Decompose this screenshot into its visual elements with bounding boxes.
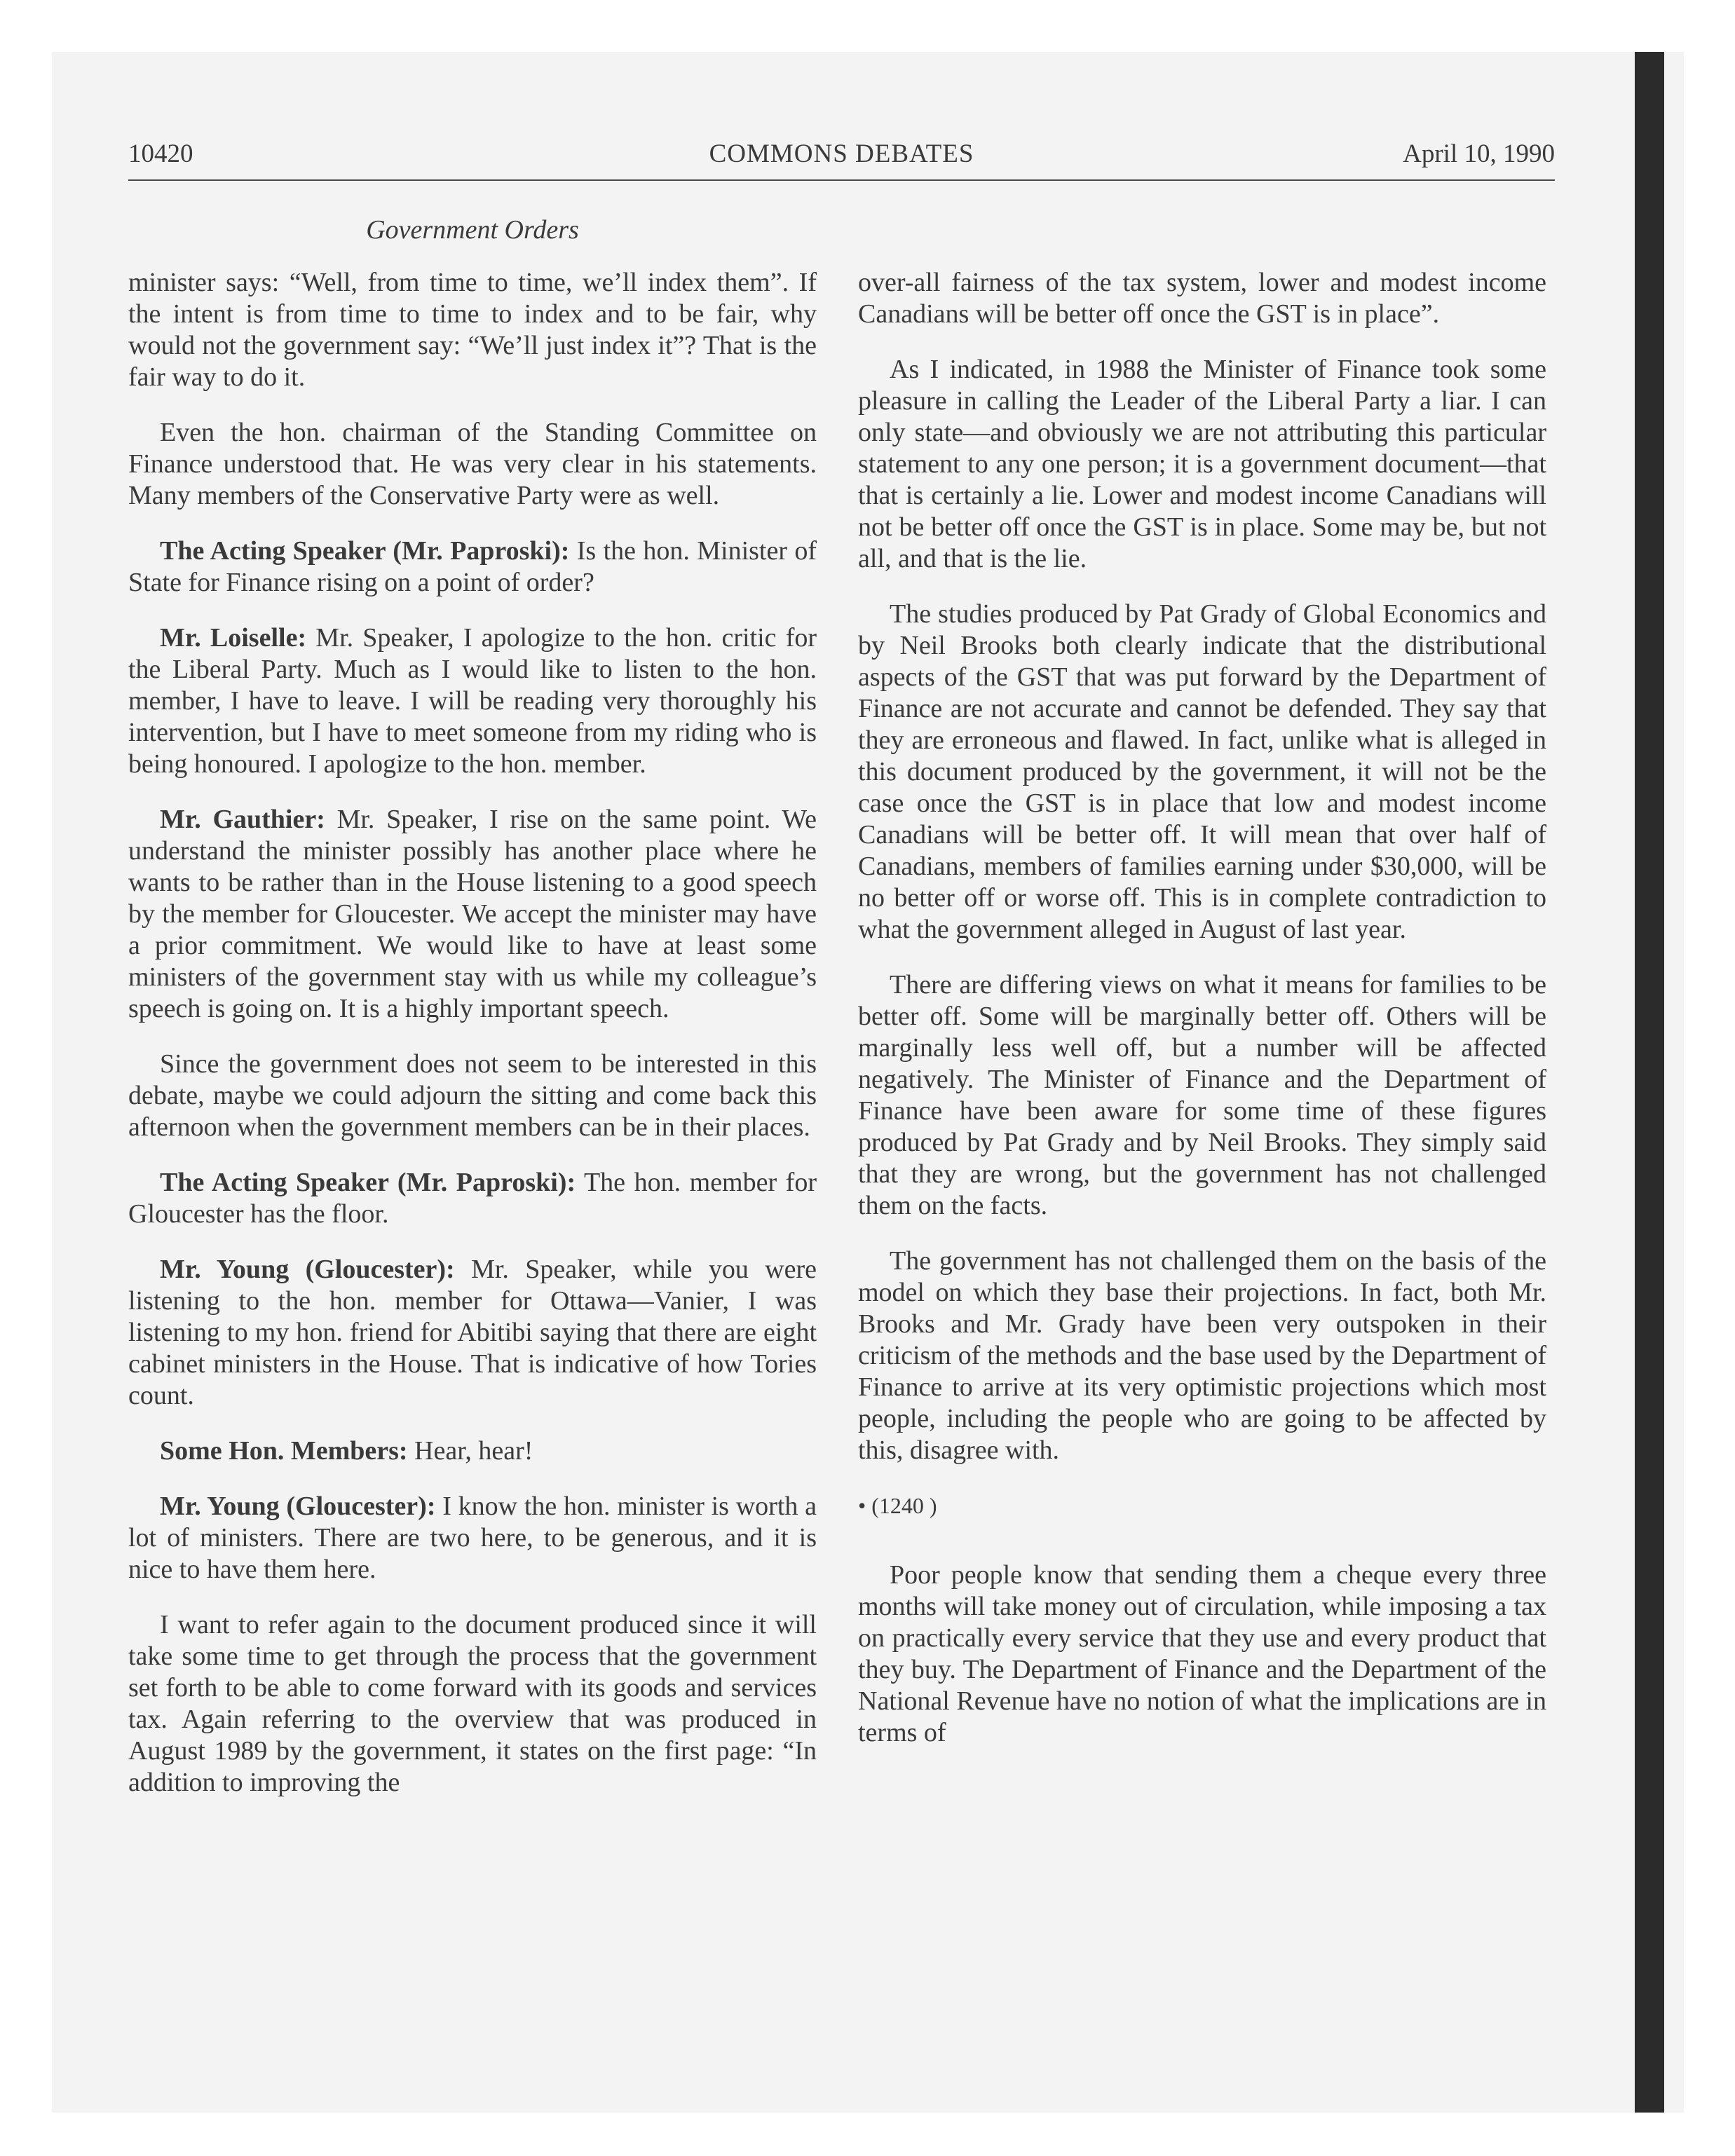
time-marker bbox=[858, 1490, 1546, 1522]
paragraph-text: The government has not challenged them on the basis of the model on which they base their projections. In fact, both Mr. Brooks and Mr. Grady have been very outspoken in their criticism of the methods and the base used by the Department of Finance to arrive at its very optimistic projections which most people, including the people who are going to be affected by this, disagree with. bbox=[858, 1246, 1546, 1465]
paragraph bbox=[128, 267, 817, 393]
paragraph bbox=[128, 804, 817, 1025]
paragraph-text: Mr. Speaker, I rise on the same point. We understand the minister possibly has another place where he wants to be rather than in the House listening to a good speech by the member for Gloucester. We accept the minister may have a prior commitment. We would like to have at least some ministers of the government stay with us while my colleague’s speech is going on. It is a highly important speech. bbox=[128, 805, 817, 1023]
page-date: April 10, 1990 bbox=[1403, 139, 1555, 168]
paragraph-text: As I indicated, in 1988 the Minister of Finance took some pleasure in calling the Leader of the Liberal Party a liar. I can only state—and obviously we are not attributing this particular statement to any one person; it is a government document—that that is certainly a lie. Lower and modest income Canadians will not be better off once the GST is in place. Some may be, but not all, and that is the lie. bbox=[858, 355, 1546, 573]
paragraph-text: Mr. Speaker, while you were listening to the hon. member for Ottawa—Vanier, I was listening to my hon. friend for Abitibi saying that there are eight cabinet ministers in the House. That is indicative of how Tories count. bbox=[128, 1255, 817, 1410]
paragraph-text: over-all fairness of the tax system, lower and modest income Canadians will be better off once the GST is in place”. bbox=[858, 268, 1546, 329]
paragraph-text: Mr. Speaker, I apologize to the hon. critic for the Liberal Party. Much as I would like to listen to the hon. member, I have to leave. I will be reading very thoroughly his intervention, but I have to meet someone from my riding who is being honoured. I apologize to the hon. member. bbox=[128, 623, 817, 779]
paragraph bbox=[128, 1609, 817, 1799]
page-header bbox=[128, 139, 1555, 174]
header-rule bbox=[128, 179, 1555, 181]
paragraph bbox=[858, 354, 1546, 575]
paragraph bbox=[858, 267, 1546, 330]
speaker-name: Mr. Young (Gloucester): bbox=[160, 1492, 436, 1521]
paragraph-text: I want to refer again to the document produced since it will take some time to get through the process that the government set forth to be able to come forward with its goods and services tax. Again referring to the overview that was produced in August 1989 by the government, it states on the first page: “In addition to improving the bbox=[128, 1610, 817, 1797]
paragraph-text: Since the government does not seem to be interested in this debate, maybe we could adjourn the sitting and come back this afternoon when the government members can be in their places. bbox=[128, 1049, 817, 1142]
paragraph bbox=[858, 969, 1546, 1222]
paragraph-text: Is the hon. Minister of State for Finance rising on a point of order? bbox=[128, 536, 817, 597]
scan-edge bbox=[1635, 52, 1664, 2113]
speaker-name: The Acting Speaker (Mr. Paproski): bbox=[160, 536, 570, 566]
left-column bbox=[128, 267, 817, 1822]
right-column bbox=[858, 267, 1546, 1773]
paragraph-text: Poor people know that sending them a cheque every three months will take money out of circulation, while imposing a tax on practically every service that they use and every product that they buy. The Department of Finance and the Department of the National Revenue have no notion of what the implications are in terms of bbox=[858, 1560, 1546, 1747]
speaker-name: Some Hon. Members: bbox=[160, 1436, 408, 1466]
paragraph-text: The studies produced by Pat Grady of Global Economics and by Neil Brooks both clearly indicate that the distributional aspects of the GST that was put forward by the Department of Finance are not accurate and cannot be defended. They say that they are erroneous and flawed. In fact, unlike what is alleged in this document produced by the government, it will not be the case once the GST is in place that low and modest income Canadians will be better off. It will mean that over half of Canadians, members of families earning under $30,000, will be no better off or worse off. This is in complete contradiction to what the government alleged in August of last year. bbox=[858, 599, 1546, 944]
paragraph bbox=[128, 417, 817, 512]
time-marker-text: • (1240 ) bbox=[858, 1493, 937, 1518]
paragraph-text: minister says: “Well, from time to time, we’ll index them”. If the intent is from time to time to index and to be fair, why would not the government say: “We’ll just index it”? That is the fair way to do it. bbox=[128, 268, 817, 392]
paragraph bbox=[128, 1049, 817, 1143]
speaker-name: Mr. Loiselle: bbox=[160, 623, 307, 653]
paragraph bbox=[128, 1491, 817, 1585]
speaker-name: Mr. Young (Gloucester): bbox=[160, 1255, 455, 1284]
paragraph-text: I know the hon. minister is worth a lot of ministers. There are two here, to be generous, and it is nice to have them here. bbox=[128, 1492, 817, 1584]
paragraph bbox=[128, 1435, 817, 1467]
section-title: Government Orders bbox=[366, 215, 579, 245]
paragraph-text: Even the hon. chairman of the Standing Committee on Finance understood that. He was very clear in his statements. Many members of the Conservative Party were as well. bbox=[128, 418, 817, 510]
paragraph-text: There are differing views on what it means for families to be better off. Some will be marginally better off. Others will be marginally less well off, but a number will be affected negatively. The Minister of Finance and the Department of Finance have been aware for some time of these figures produced by Pat Grady and by Neil Brooks. They simply said that they are wrong, but the government has not challenged them on the facts. bbox=[858, 970, 1546, 1220]
paragraph bbox=[858, 1560, 1546, 1749]
paragraph-text: The hon. member for Gloucester has the floor. bbox=[128, 1168, 817, 1229]
speaker-name: Mr. Gauthier: bbox=[160, 805, 325, 834]
paragraph bbox=[128, 1254, 817, 1412]
paragraph bbox=[128, 1167, 817, 1230]
paragraph bbox=[128, 535, 817, 599]
speaker-name: The Acting Speaker (Mr. Paproski): bbox=[160, 1168, 576, 1197]
paragraph bbox=[858, 599, 1546, 946]
paragraph bbox=[128, 622, 817, 780]
paragraph-text: Hear, hear! bbox=[414, 1436, 533, 1466]
page-number: 10420 bbox=[128, 139, 193, 168]
publication-title: COMMONS DEBATES bbox=[709, 139, 974, 168]
paragraph bbox=[858, 1246, 1546, 1466]
